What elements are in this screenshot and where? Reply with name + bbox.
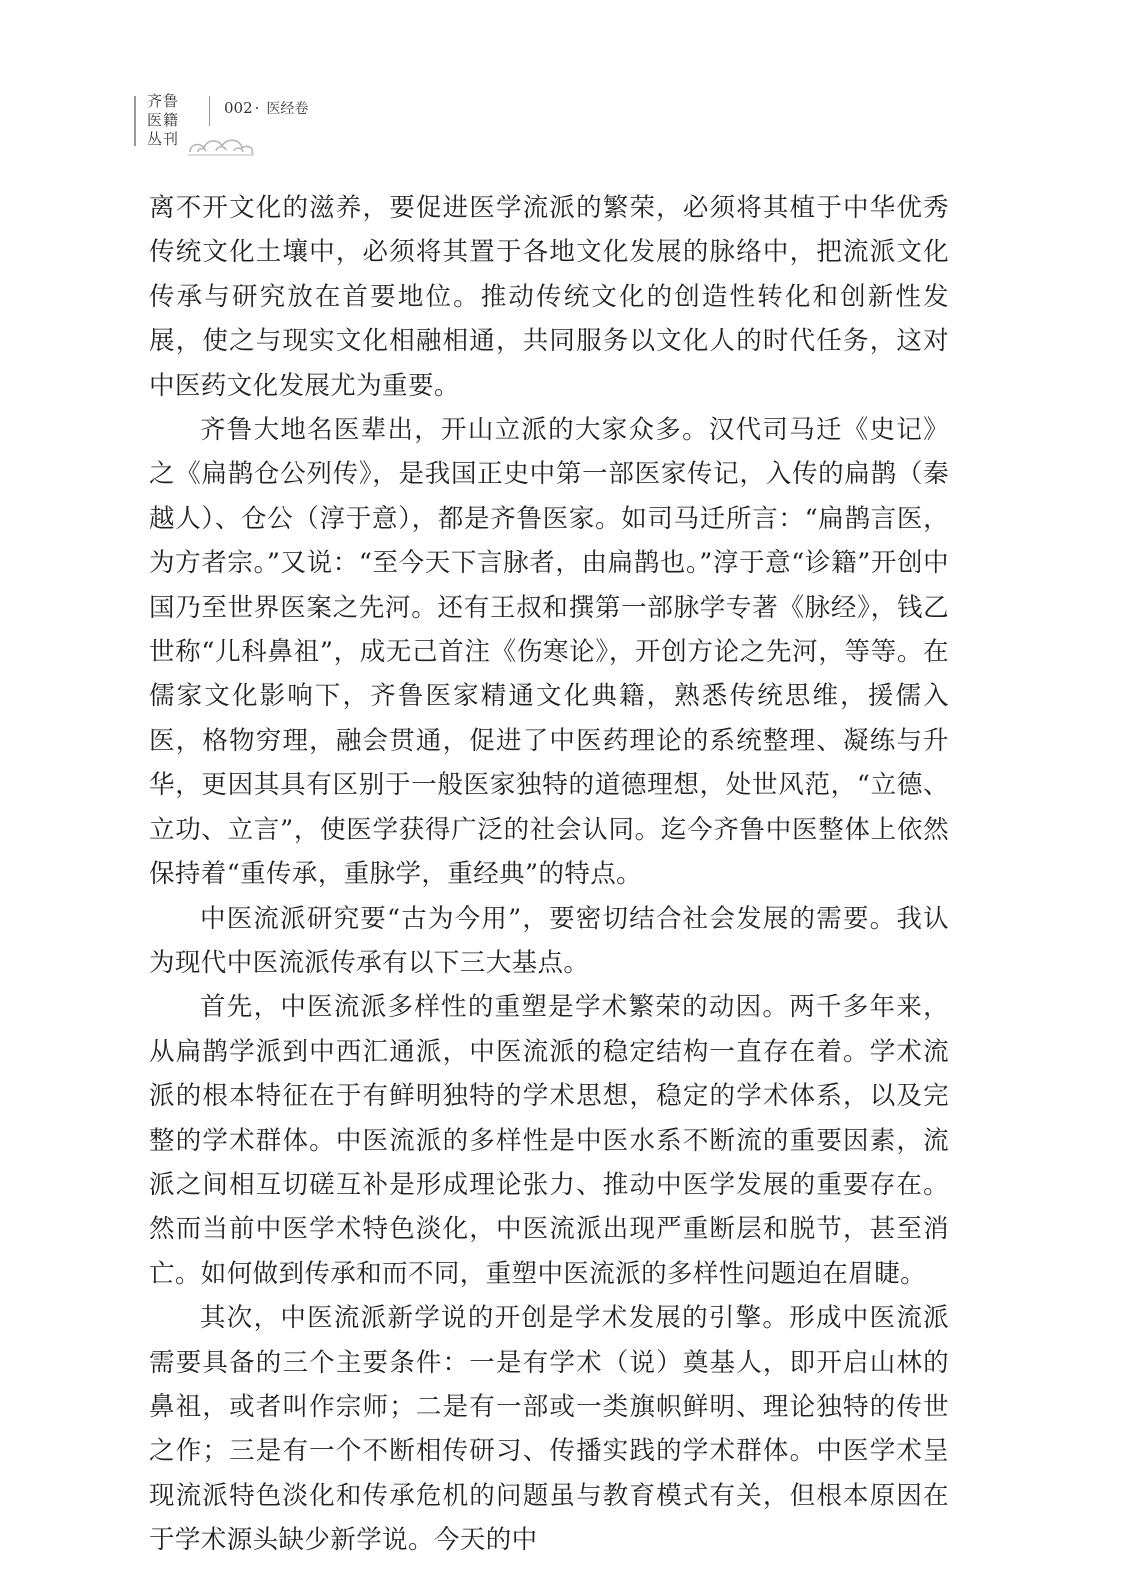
page-separator: · — [254, 99, 260, 117]
series-title-line: 医籍 — [147, 111, 180, 129]
paragraph: 齐鲁大地名医辈出，开山立派的大家众多。汉代司马迁《史记》之《扁鹊仓公列传》，是我国正史中第一部医家传记，入传的扁鹊（秦越人）、仓公（淳于意），都是齐鲁医家。如司马迁所言：“扁鹊言医，为方者宗。”又说：“至今天下言脉者，由扁鹊也。”淳于意“诊籍”开创中国乃至世界医案之先河。还有王叔和撰第一部脉学专著《脉经》，钱乙世称“儿科鼻祖”，成无己首注《伤寒论》，开创方论之先河，等等。在儒家文化影响下，齐鲁医家精通文化典籍，熟悉传统思维，援儒入医，格物穷理，融会贯通，促进了中医药理论的系统整理、凝练与升华，更因其具有区别于一般医家独特的道德理想，处世风范，“立德、立功、立言”，使医学获得广泛的社会认同。迄今齐鲁中医整体上依然保持着“重传承，重脉学，重经典”的特点。 — [149, 415, 949, 890]
paragraph: 其次，中医流派新学说的开创是学术发展的引擎。形成中医流派需要具备的三个主要条件：一是有学术（说）奠基人，即开启山林的鼻祖，或者叫作宗师；二是有一部或一类旗帜鲜明、理论独特的传世之作；三是有一个不断相传研习、传播实践的学术群体。中医学术呈现流派特色淡化和传承危机的问题虽与教育模式有关，但根本原因在于学术源头缺少新学说。今天的中 — [149, 1303, 949, 1556]
page-label — [224, 98, 308, 119]
body-text — [149, 186, 949, 1563]
paragraph: 首先，中医流派多样性的重塑是学术繁荣的动因。两千多年来，从扁鹊学派到中西汇通派，中医流派的稳定结构一直存在着。学术流派的根本特征在于有鲜明独特的学术思想，稳定的学术体系，以及完整的学术群体。中医流派的多样性是中医水系不断流的重要因素，流派之间相互切磋互补是形成理论张力、推动中医学发展的重要存在。然而当前中医学术特色淡化，中医流派出现严重断层和脱节，甚至消亡。如何做到传承和而不同，重塑中医流派的多样性问题迫在眉睫。 — [149, 992, 949, 1289]
series-title-line: 丛刊 — [147, 130, 180, 148]
paragraph: 中医流派研究要“古为今用”，要密切结合社会发展的需要。我认为现代中医流派传承有以下三大基点。 — [149, 903, 949, 978]
cloud-ornament-icon — [186, 130, 256, 158]
series-title-line: 齐鲁 — [147, 92, 180, 110]
running-head — [134, 92, 434, 162]
page-number: 002 — [224, 99, 253, 117]
header-divider — [209, 96, 210, 126]
volume-name: 医经卷 — [266, 101, 309, 117]
paragraph: 离不开文化的滋养，要促进医学流派的繁荣，必须将其植于中华优秀传统文化土壤中，必须将其置于各地文化发展的脉络中，把流派文化传承与研究放在首要地位。推动传统文化的创造性转化和创新性发展，使之与现实文化相融相通，共同服务以文化人的时代任务，这对中医药文化发展尤为重要。 — [149, 193, 949, 401]
series-title — [147, 92, 181, 149]
series-rule — [134, 96, 136, 146]
